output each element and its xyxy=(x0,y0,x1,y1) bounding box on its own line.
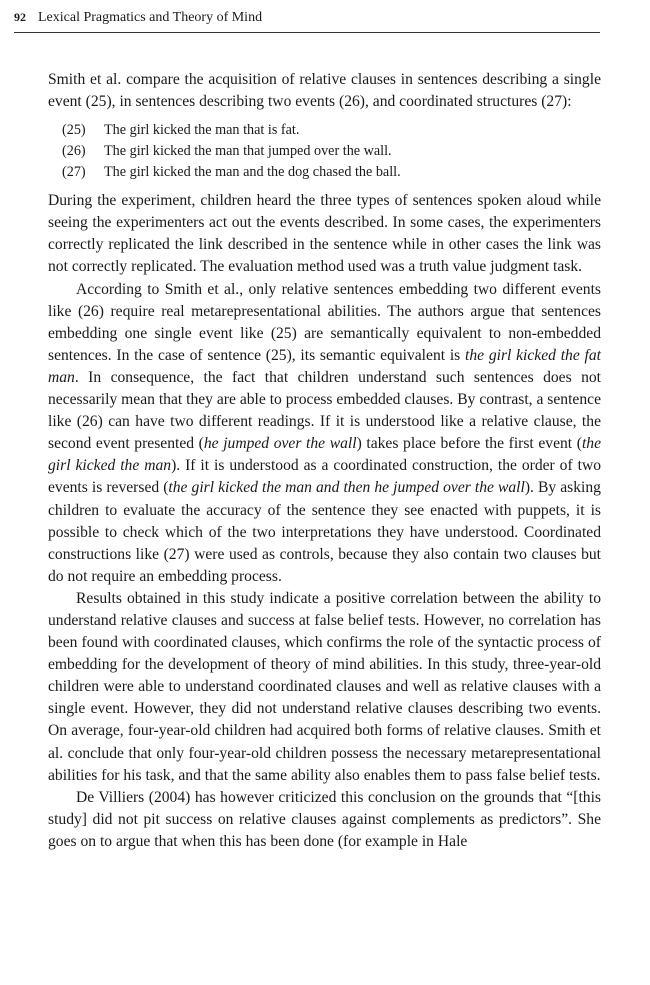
paragraph-de-villiers: De Villiers (2004) has however criticized this conclusion on the grounds that “[this study] did not pit success on relative clauses against complements as predictors”. She goes on to argue that when this has been done (for example in Hale xyxy=(48,788,601,850)
italic-example: the girl kicked the fat man xyxy=(48,346,601,386)
running-header xyxy=(14,7,600,33)
example-item xyxy=(62,120,601,141)
paragraph-smith-argument: According to Smith et al., only relative sentences embedding two different events like (26) require real metarepresentational abilities. The authors argue that sentences embedding one single event like (25) are semantically equivalent to non-embedded sentences. In the case of sentence (25), its semantic equivalent is the girl kicked the fat man. In consequence, the fact that children understand such sentences does not necessarily mean that they are able to process embedded clauses. By contrast, a sentence like (26) can have two different readings. If it is understood like a relative clause, the second event presented (he jumped over the wall) takes place before the first event (the girl kicked the man). If it is understood as a coordinated construction, the order of two events is reversed (the girl kicked the man and then he jumped over the wall). By asking children to evaluate the accuracy of the sentence they see enacted with puppets, it is possible to check which of the two interpretations they have understood. Coordinated constructions like (27) were used as controls, because they also contain two clauses but do not require an embedding process. xyxy=(48,280,602,585)
example-item xyxy=(62,162,601,183)
italic-example: the girl kicked the man and then he jumped over the wall xyxy=(168,479,525,497)
example-text: The girl kicked the man that jumped over the wall. xyxy=(104,143,392,160)
example-number: (25) xyxy=(62,122,86,139)
example-text: The girl kicked the man and the dog chased the ball. xyxy=(104,164,401,181)
example-list xyxy=(48,120,601,183)
italic-example: the girl kicked the man xyxy=(48,435,601,475)
example-number: (27) xyxy=(62,164,86,181)
paragraph-results: Results obtained in this study indicate a positive correlation between the ability to understand relative clauses and success at false belief tests. However, no correlation has been found with coordinated clauses, which confirms the role of the syntactic process of embedding for the development of theory of mind abilities. In this study, three-year-old children were able to understand coordinated clauses and well as relative clauses with a single event. However, they did not understand relative clauses describing two events. On average, four-year-old children had acquired both forms of relative clauses. Smith et al. conclude that only four-year-old children possess the necessary metarepresentational abilities for his task, and that the same ability also enables them to pass false belief tests. xyxy=(48,589,601,784)
paragraph-experiment: During the experiment, children heard the three types of sentences spoken aloud while seeing the experimenters act out the events described. In some cases, the experimenters correctly replicated the link described in the sentence while in other cases the link was not correctly replicated. The evaluation method used was a truth value judgment task. xyxy=(48,192,601,276)
example-item xyxy=(62,141,601,162)
page-number: 92 xyxy=(14,10,26,24)
italic-example: he jumped over the wall xyxy=(203,435,357,453)
example-text: The girl kicked the man that is fat. xyxy=(104,122,300,139)
example-number: (26) xyxy=(62,143,86,160)
body-text xyxy=(48,69,601,853)
running-title: Lexical Pragmatics and Theory of Mind xyxy=(38,10,263,25)
intro-paragraph: Smith et al. compare the acquisition of relative clauses in sentences describing a single event (25), in sentences describing two events (26), and coordinated structures (27): xyxy=(48,71,601,111)
